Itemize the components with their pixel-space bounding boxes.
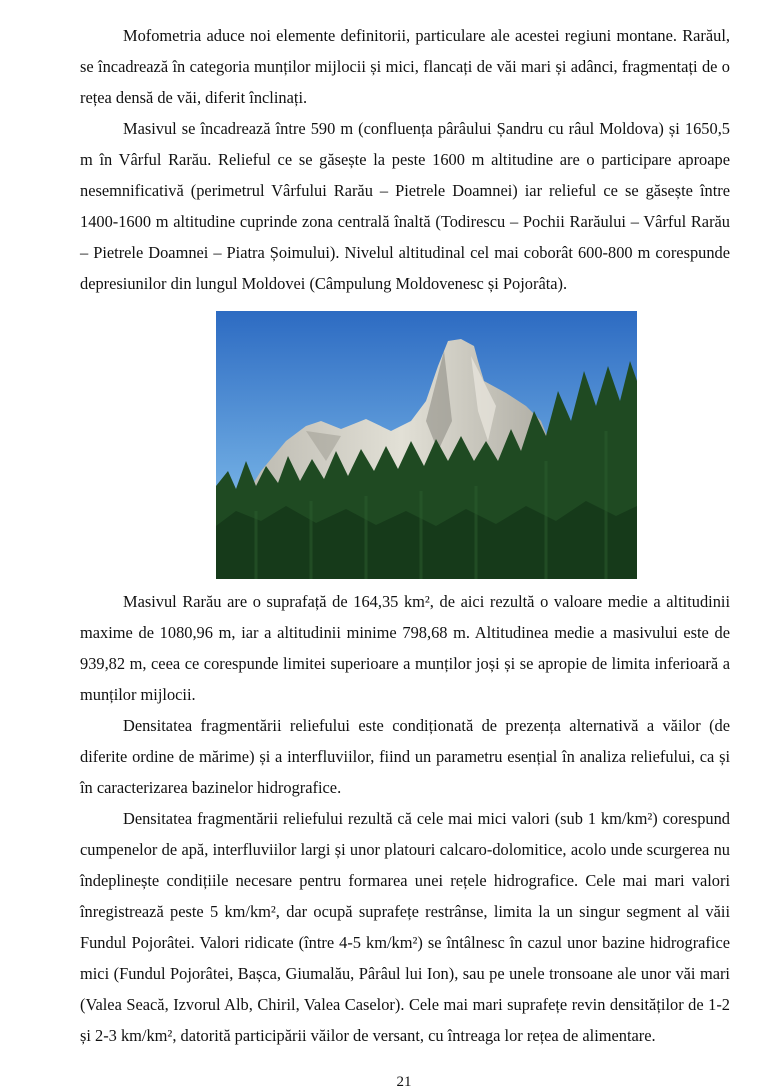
paragraph-altitude-range: Masivul se încadrează între 590 m (confluența pârâului Șandru cu râul Moldova) și 1650,5 m în Vârful Rarău. Relieful ce se găsește la peste 1600 m altitudine are o participare aproape nesemnificativă (perimetrul Vârfului Rarău – Pietrele Doamnei) iar relieful ce se găsește între 1400-1600 m altitudine cuprinde zona centrală înaltă (Todirescu – Pochii Rarăului – Vârful Rarău – Pietrele Doamnei – Piatra Șoimului). Nivelul altitudinal cel mai coborât 600-800 m corespunde depresiunilor din lungul Moldovei (Câmpulung Moldovenesc și Pojorâta). <box>80 119 730 293</box>
paragraph-surface-area: Masivul Rarău are o suprafață de 164,35 km², de aici rezultă o valoare medie a altitudinii maxime de 1080,96 m, iar a altitudinii minime 798,68 m. Altitudinea medie a masivului este de 939,82 m, ceea ce corespunde limitei superioare a munților joși și se apropie de limita inferioară a munților mijlocii. <box>80 592 730 704</box>
paragraph-fragmentation-density: Densitatea fragmentării reliefului este condiționată de prezența alternativă a văilor (de diferite ordine de mărime) și a interfluviilor, fiind un parametru esențial în analiza reliefului, ca și în caracterizarea bazinelor hidrografice. <box>80 716 730 797</box>
page-number: 21 <box>396 1074 412 1090</box>
paragraph-morphometry: Mofometria aduce noi elemente definitorii, particulare ale acestei regiuni montane. Rarăul, se încadrează în categoria munților mijlocii și mici, flancați de văi mari și adânci, fragmentați de o rețea densă de văi, diferit înclinați. <box>80 26 730 107</box>
photo-rarau-peak <box>216 311 637 579</box>
paragraph-density-values: Densitatea fragmentării reliefului rezultă că cele mai mici valori (sub 1 km/km²) corespund cumpenelor de apă, interfluviilor largi și unor platouri calcaro-dolomitice, acolo unde scurgerea nu îndeplinește condițiile necesare pentru formarea unei rețele hidrografice. Cele mai mari valori înregistrează peste 5 km/km², dar ocupă suprafețe restrânse, limita la un singur segment al văii Fundul Pojorâtei. Valori ridicate (între 4-5 km/km²) se întâlnesc în cazul unor bazine hidrografice mici (Fundul Pojorâtei, Bașca, Giumalău, Pârâul lui Ion), sau pe unele tronsoane ale unor văi mari (Valea Seacă, Izvorul Alb, Chiril, Valea Caselor). Cele mai mari suprafețe revin densităților de 1-2 și 2-3 km/km², datorită participării văilor de versant, cu întreaga lor rețea de alimentare. <box>80 809 730 1045</box>
